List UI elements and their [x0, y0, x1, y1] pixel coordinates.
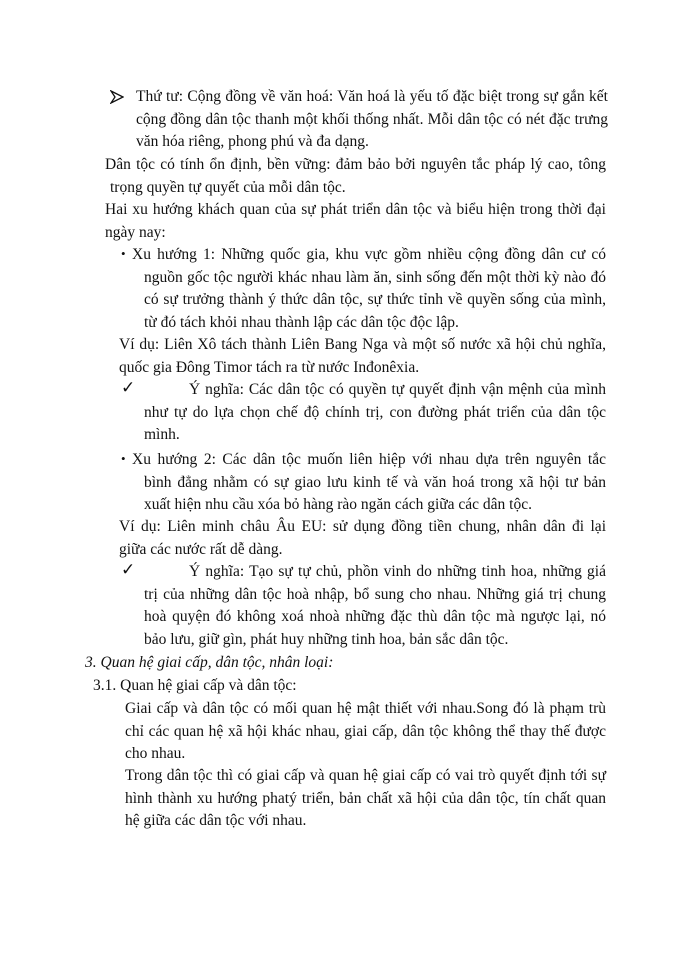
class-nation-relation-paragraph: [125, 698, 606, 766]
text-line: bình đẳng nhằm có sự giao lưu kinh tế và văn hoá trong xã hội tư bản: [144, 473, 606, 491]
two-trends-intro: [105, 199, 606, 244]
checkmark-icon: ✓: [121, 378, 136, 397]
trend-two-continuation: [144, 472, 606, 517]
text-line: hình thành xu hướng phatý triển, bản chất xã hội của dân tộc, tín chất quan: [125, 789, 606, 807]
text-line: Ví dụ: Liên minh châu Âu EU: sử dụng đồng tiền chung, nhân dân đi lại: [119, 518, 606, 535]
checkmark-icon: ✓: [121, 560, 136, 579]
text-line: Ý nghĩa: Tạo sự tự chủ, phồn vinh do những tinh hoa, những giá: [189, 563, 606, 580]
text-line: từ đó tách khỏi nhau thành lập các dân tộc độc lập.: [144, 313, 459, 331]
text-line: Ví dụ: Liên Xô tách thành Liên Bang Nga và một số nước xã hội chủ nghĩa,: [119, 336, 606, 353]
section-heading-3: [85, 652, 605, 675]
text-line: như tự do lựa chọn chế độ chính trị, con đường phát triển của dân tộc: [144, 403, 606, 421]
trend-one-item: [132, 244, 606, 267]
arrowhead-bullet-icon: [110, 90, 124, 104]
heading-text: 3. Quan hệ giai cấp, dân tộc, nhân loại:: [85, 654, 334, 671]
bullet-dot-icon: •: [121, 246, 126, 261]
text-line: bảo lưu, giữ gìn, phát huy những tinh hoa, bản sắc dân tộc.: [144, 630, 509, 648]
trend-one-continuation: [144, 267, 606, 335]
text-line: Giai cấp và dân tộc có mối quan hệ mật thiết với nhau.Song đó là phạm trù: [125, 700, 606, 717]
class-role-paragraph: [125, 765, 606, 833]
bullet-dot-icon: •: [121, 451, 126, 466]
text-line: Xu hướng 2: Các dân tộc muốn liên hiệp với nhau dựa trên nguyên tắc: [132, 451, 606, 468]
text-line: quốc gia Đông Timor tách ra từ nước Inđonêxia.: [119, 358, 420, 376]
text-line: văn hóa riêng, phong phú và đa dạng.: [136, 133, 369, 150]
text-line: trị của những dân tộc hoà nhập, bổ sung cho nhau. Những giá trị chung: [144, 585, 606, 603]
text-line: hệ giữa các dân tộc với nhau.: [125, 812, 307, 829]
text-line: mình.: [144, 426, 180, 443]
example-two-paragraph: [119, 516, 606, 561]
text-line: Thứ tư: Cộng đồng về văn hoá: Văn hoá là yếu tố đặc biệt trong sự gắn kết: [136, 88, 608, 105]
text-line: trọng quyền tự quyết của mỗi dân tộc.: [110, 178, 346, 196]
item-fourth-continuation: [136, 109, 608, 154]
text-line: nguồn gốc tộc người khác nhau làm ăn, sinh sống đến một thời kỳ nào đó: [144, 268, 606, 286]
text-line: giữa các nước rất dễ dàng.: [119, 540, 283, 558]
text-line: xuất hiện nhu cầu xóa bỏ hàng rào ngăn cách giữa các dân tộc.: [144, 496, 532, 513]
heading-text: 3.1. Quan hệ giai cấp và dân tộc:: [93, 677, 297, 694]
text-line: Xu hướng 1: Những quốc gia, khu vực gồm nhiều cộng đồng dân cư có: [132, 246, 606, 263]
meaning-one-continuation: [144, 402, 606, 447]
text-line: Trong dân tộc thì có giai cấp và quan hệ giai cấp có vai trò quyết định tới sự: [125, 767, 606, 784]
text-line: hoà quyện đó không xoá nhoà những đặc thù dân tộc mà ngược lại, nó: [144, 608, 606, 625]
text-line: ngày nay:: [105, 223, 166, 241]
text-line: cộng đồng dân tộc thanh một khối thống nhất. Mỗi dân tộc có nét đặc trưng: [136, 110, 608, 128]
text-line: Dân tộc có tính ổn định, bền vững: đảm bảo bởi nguyên tắc pháp lý cao, tông: [105, 156, 606, 173]
section-heading-3-1: [93, 675, 605, 698]
text-line: chỉ các quan hệ xã hội khác nhau, giai cấp, dân tộc không thể thay thế được: [125, 722, 606, 740]
text-line: cho nhau.: [125, 745, 186, 762]
text-line: có sự trưởng thành ý thức dân tộc, sự thức tỉnh về quyền sống của mình,: [144, 291, 606, 308]
stability-paragraph: [105, 154, 606, 199]
meaning-two-continuation: [144, 584, 606, 652]
meaning-one-item: [189, 379, 606, 402]
item-fourth-cultural-community: [136, 86, 608, 109]
text-line: Hai xu hướng khách quan của sự phát triển dân tộc và biểu hiện trong thời đại: [105, 201, 606, 218]
text-line: Ý nghĩa: Các dân tộc có quyền tự quyết định vận mệnh của mình: [189, 381, 606, 398]
meaning-two-item: [189, 561, 606, 584]
example-one-paragraph: [119, 334, 606, 379]
trend-two-item: [132, 449, 606, 472]
